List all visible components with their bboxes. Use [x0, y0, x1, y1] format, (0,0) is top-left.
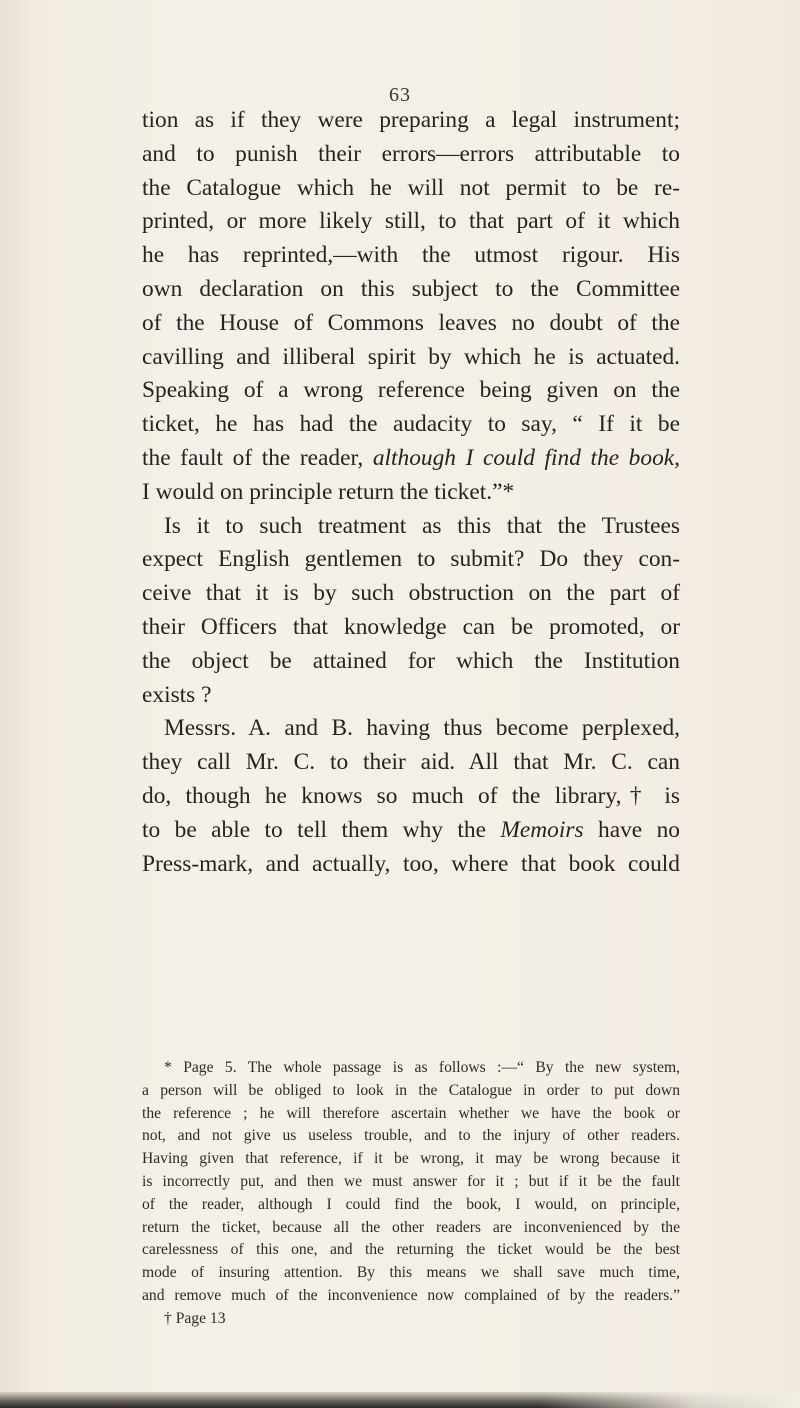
italic-quote: although I could find the book, [372, 444, 680, 471]
footnote-line: mode of insuring attention. By this means we shall save much time, [142, 1264, 680, 1282]
page-number: 63 [389, 84, 411, 106]
footnote-line: not, and not give us useless trouble, and to the injury of other readers. [142, 1127, 680, 1145]
text-line: the Catalogue which he will not permit to be re- [142, 174, 680, 201]
footnote-line: return the ticket, because all the other readers are inconvenienced by the [142, 1218, 680, 1236]
footnote-line: carelessness of this one, and the returning the ticket would be the best [142, 1241, 680, 1259]
text-line: Is it to such treatment as this that the Trustees [164, 512, 680, 539]
text-line: tion as if they were preparing a legal instrument; [142, 107, 680, 133]
text-line: ceive that it is by such obstruction on the part of [142, 580, 680, 607]
text-line: do, though he knows so much of the library,† is [142, 782, 680, 809]
text-segment: the fault of the reader, [142, 444, 373, 471]
text-line [142, 814, 680, 848]
text-line: Speaking of a wrong reference being given on the [142, 377, 680, 404]
footnotes [142, 1057, 680, 1331]
text-line: own declaration on this subject to the Committee [142, 275, 680, 302]
page-edge-shadow [0, 1392, 800, 1408]
text-line: ticket, he has had the audacity to say, “ If it be [142, 411, 680, 438]
footnote-line: of the reader, although I could find the book, I would, on principle, [142, 1195, 680, 1213]
footnote-line: and remove much of the inconvenience now complained of by the readers.” [142, 1286, 680, 1304]
text-line: cavilling and illiberal spirit by which he is actuated. [142, 343, 680, 370]
text-line: Messrs. A. and B. having thus become perplexed, [164, 715, 680, 742]
italic-title: Memoirs [500, 816, 584, 843]
text-line: of the House of Commons leaves no doubt of the [142, 309, 680, 336]
text-line [142, 442, 680, 476]
text-segment: have no [583, 816, 680, 843]
text-segment: to be able to tell them why the [142, 816, 501, 843]
text-line: and to punish their errors—errors attributable to [142, 140, 680, 167]
body-text [142, 104, 680, 881]
footnote-line: the reference ; he will therefore ascertain whether we have the book or [142, 1104, 680, 1122]
footnote-line: † Page 13 [164, 1309, 226, 1327]
text-line: exists ? [142, 681, 212, 708]
paragraph-2 [142, 510, 680, 713]
footnote-line: Having given that reference, if it be wrong, it may be wrong because it [142, 1150, 680, 1168]
footnote-line: a person will be obliged to look in the Catalogue in order to put down [142, 1081, 680, 1099]
footnote-line: * Page 5. The whole passage is as follows :—“ By the new system, [164, 1059, 680, 1076]
text-line: expect English gentlemen to submit? Do they con- [142, 546, 680, 573]
text-line: they call Mr. C. to their aid. All that Mr. C. can [142, 749, 680, 776]
paragraph-1 [142, 104, 680, 510]
text-line: their Officers that knowledge can be promoted, or [142, 613, 680, 640]
footnote-line: is incorrectly put, and then we must answer for it ; but if it be the fault [142, 1172, 680, 1190]
paragraph-3 [142, 712, 680, 881]
text-line: he has reprinted,—with the utmost rigour. His [142, 242, 680, 269]
text-line: the object be attained for which the Institution [142, 647, 680, 674]
text-line: Press-mark, and actually, too, where that book could [142, 850, 680, 877]
text-line: printed, or more likely still, to that part of it which [142, 208, 680, 235]
text-line: I would on principle return the ticket.”* [142, 478, 515, 505]
